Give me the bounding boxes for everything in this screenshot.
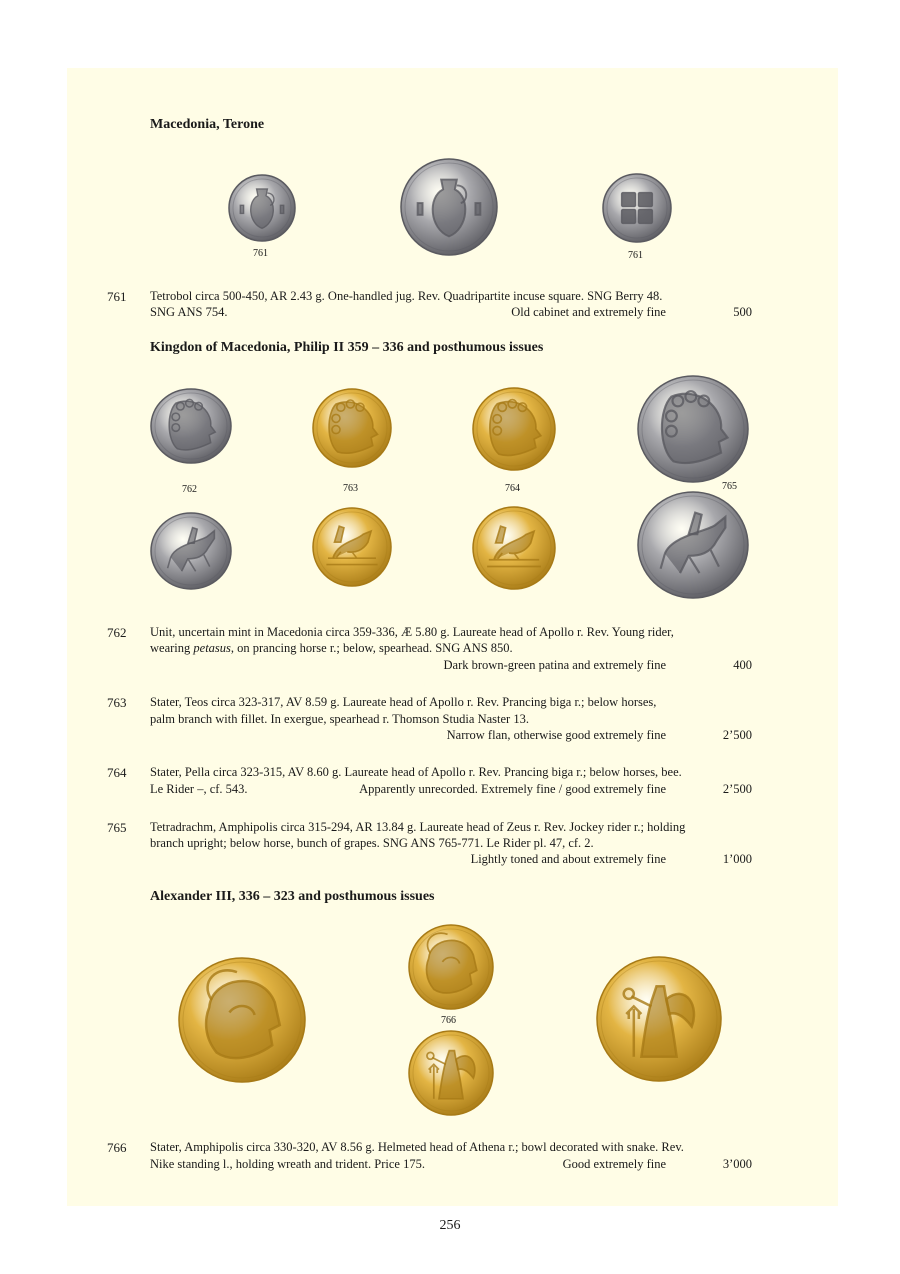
lot-762-description-line2: wearing petasus, on prancing horse r.; below, spearhead. SNG ANS 850. [150,641,513,655]
section-heading-terone: Macedonia, Terone [150,117,265,132]
lot-762-estimate: 400 [733,658,752,672]
lot-number-765: 765 [107,820,127,835]
caption-761-right: 761 [628,250,643,261]
page-number: 256 [439,1218,461,1233]
lot-761-description-line2: SNG ANS 754. [150,305,228,319]
caption-761-left: 761 [253,248,268,259]
coin-762-obverse [150,388,232,464]
coin-761-obverse-enlarged [400,158,498,256]
lot-765-estimate: 1’000 [722,852,752,866]
lot-763-description-line1: Stater, Teos circa 323-317, AV 8.59 g. Laureate head of Apollo r. Rev. Prancing biga r.; below horses, [150,695,657,709]
section-heading-alexander-iii: Alexander III, 336 – 323 and posthumous issues [150,889,435,904]
section-heading-philip-ii: Kingdon of Macedonia, Philip II 359 – 336 and posthumous issues [150,340,544,355]
caption-766: 766 [441,1015,456,1026]
coin-765-obverse [637,375,749,483]
coin-764-obverse [472,387,556,471]
lot-765-condition: Lightly toned and about extremely fine [470,852,666,866]
coin-763-obverse [312,388,392,468]
coin-764-reverse [472,506,556,590]
lot-number-764: 764 [107,765,127,780]
lot-761-description-line1: Tetrobol circa 500-450, AR 2.43 g. One-handled jug. Rev. Quadripartite incuse square. SNG Berry 48. [150,289,663,303]
coin-761-reverse [602,173,672,243]
lot-761-estimate: 500 [733,305,752,319]
lot-762-description-line1: Unit, uncertain mint in Macedonia circa 359-336, Æ 5.80 g. Laureate head of Apollo r. Rev. Young rider, [150,625,674,639]
lot-764-description-line1: Stater, Pella circa 323-315, AV 8.60 g. Laureate head of Apollo r. Rev. Prancing biga r.; below horses, bee. [150,765,682,779]
lot-761-condition: Old cabinet and extremely fine [511,305,666,319]
coin-766-reverse [408,1030,494,1116]
lot-763-condition: Narrow flan, otherwise good extremely fine [446,728,666,742]
coin-763-reverse [312,507,392,587]
lot-number-766: 766 [107,1140,127,1155]
lot-766-condition: Good extremely fine [562,1157,666,1171]
lot-number-762: 762 [107,625,127,640]
caption-764: 764 [505,483,520,494]
lot-764-description-line2: Le Rider –, cf. 543. [150,782,248,796]
lot-764-condition: Apparently unrecorded. Extremely fine / good extremely fine [359,782,666,796]
caption-765: 765 [722,481,737,492]
lot-763-description-line2: palm branch with fillet. In exergue, spearhead r. Thomson Studia Naster 13. [150,712,529,726]
caption-763: 763 [343,483,358,494]
lot-764-estimate: 2’500 [722,782,752,796]
lot-number-763: 763 [107,695,127,710]
lot-766-estimate: 3’000 [722,1157,752,1171]
coin-761-obverse [228,174,296,242]
lot-766-description-line1: Stater, Amphipolis circa 330-320, AV 8.56 g. Helmeted head of Athena r.; bowl decorated with snake. Rev. [150,1140,684,1154]
lot-762-condition: Dark brown-green patina and extremely fine [443,658,666,672]
coin-766-obverse-enlarged [178,957,306,1083]
coin-766-obverse [408,924,494,1010]
caption-762: 762 [182,484,197,495]
coin-762-reverse [150,512,232,590]
lot-number-761: 761 [107,289,127,304]
lot-763-estimate: 2’500 [722,728,752,742]
lot-766-description-line2: Nike standing l., holding wreath and trident. Price 175. [150,1157,425,1171]
coin-765-reverse [637,491,749,599]
coin-766-reverse-enlarged [596,956,722,1082]
lot-765-description-line2: branch upright; below horse, bunch of grapes. SNG ANS 765-771. Le Rider pl. 47, cf. 2. [150,836,594,850]
lot-765-description-line1: Tetradrachm, Amphipolis circa 315-294, AR 13.84 g. Laureate head of Zeus r. Rev. Jockey rider r.; holding [150,820,686,834]
